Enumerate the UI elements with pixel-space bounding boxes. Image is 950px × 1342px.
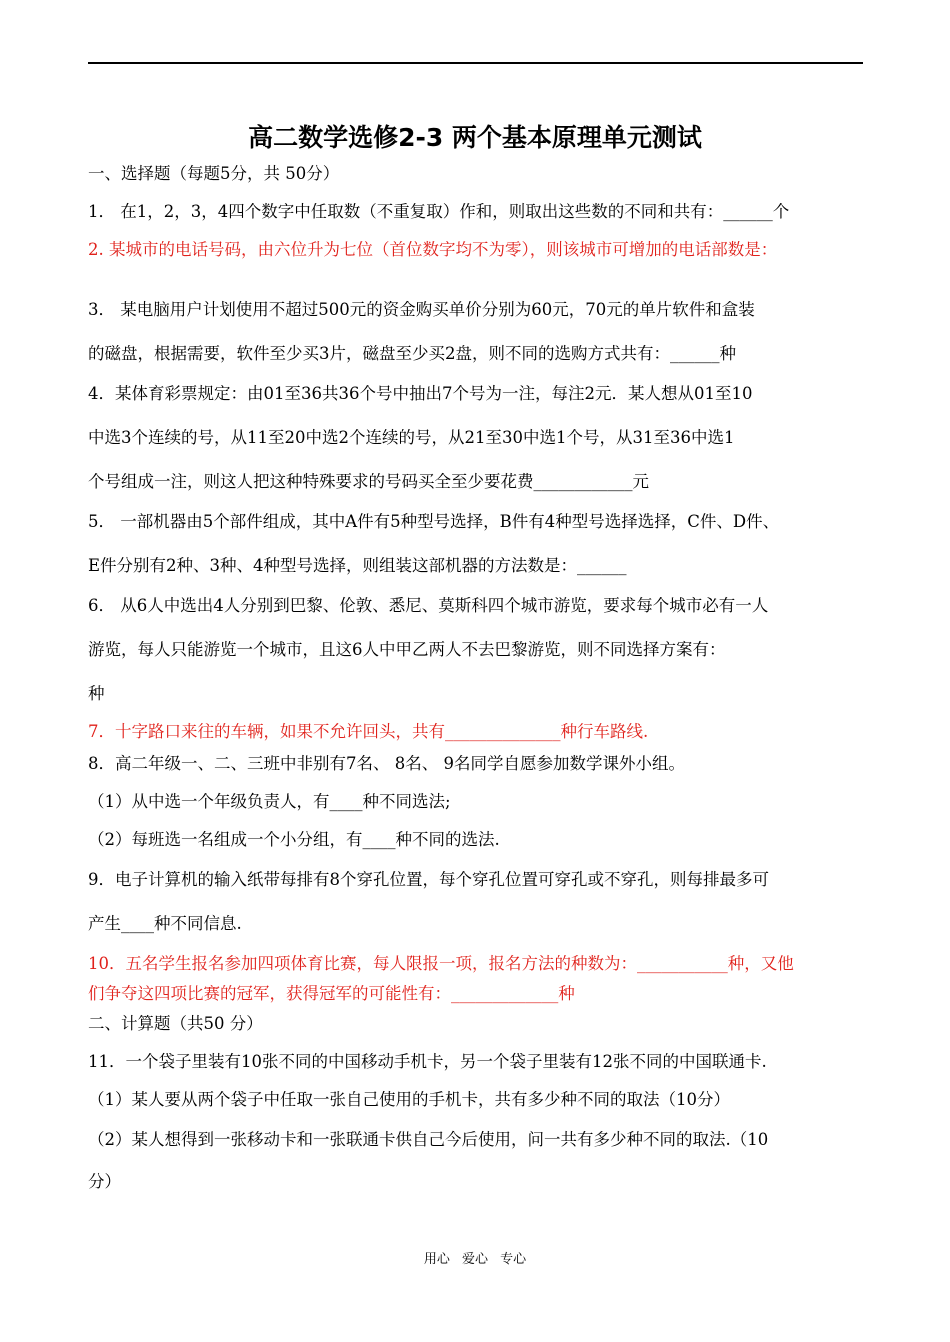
document-line: 10．五名学生报名参加四项体育比赛，每人限报一项，报名方法的种数为：___________种，又他 [88,954,794,973]
document-line: 产生____种不同信息. [88,914,242,933]
document-line: 8．高二年级一、二、三班中非别有7名、 8名、 9名同学自愿参加数学课外小组。 [88,754,685,773]
document-line: 分） [88,1172,121,1191]
footer-word: 爱心 [461,1252,488,1267]
document-line: （2）每班选一名组成一个小分组，有____种不同的选法. [88,830,500,849]
document-line: 4．某体育彩票规定：由01至36共36个号中抽出7个号为一注，每注2元．某人想从01至10 [88,384,753,403]
document-line: 的磁盘，根据需要，软件至少买3片，磁盘至少买2盘，则不同的选购方式共有：______种 [88,344,736,363]
document-line: 5． 一部机器由5个部件组成，其中A件有5种型号选择，B件有4种型号选择选择，C件、D件、 [88,512,780,531]
document-line: 9．电子计算机的输入纸带每排有8个穿孔位置，每个穿孔位置可穿孔或不穿孔，则每排最多可 [88,870,769,889]
document-line: 游览，每人只能游览一个城市，且这6人中甲乙两人不去巴黎游览，则不同选择方案有： [88,640,726,659]
document-line: 个号组成一注，则这人把这种特殊要求的号码买全至少要花费____________元 [88,472,649,491]
document-line: 6． 从6人中选出4人分别到巴黎、伦敦、悉尼、莫斯科四个城市游览，要求每个城市必有一人 [88,596,769,615]
document-line: 种 [88,684,105,703]
page-title: 高二数学选修2-3 两个基本原理单元测试 [248,123,702,152]
footer-word: 专心 [500,1252,527,1267]
header-rule [88,62,863,64]
document-line: 3． 某电脑用户计划使用不超过500元的资金购买单价分别为60元，70元的单片软件和盒装 [88,300,755,319]
document-line: （1）某人要从两个袋子中任取一张自己使用的手机卡，共有多少种不同的取法（10分） [88,1090,730,1109]
document-line: 们争夺这四项比赛的冠军，获得冠军的可能性有：_____________种 [88,984,575,1003]
document-line: （1）从中选一个年级负责人，有____种不同选法; [88,792,451,811]
document-line: 1． 在1，2，3，4四个数字中任取数（不重复取）作和，则取出这些数的不同和共有：______个 [88,202,790,221]
document-line: 11．一个袋子里装有10张不同的中国移动手机卡，另一个袋子里装有12张不同的中国联通卡. [88,1052,767,1071]
document-line: （2）某人想得到一张移动卡和一张联通卡供自己今后使用，问一共有多少种不同的取法.（10 [88,1130,769,1149]
document-line: E件分别有2种、3种、4种型号选择，则组装这部机器的方法数是：______ [88,556,627,575]
footer-word: 用心 [423,1252,450,1267]
document-line: 中选3个连续的号，从11至20中选2个连续的号，从21至30中选1个号，从31至36中选1 [88,428,735,447]
document-line: 一、选择题（每题5分，共 50分） [88,164,340,183]
document-line: 二、计算题（共50 分） [88,1014,263,1033]
document-line: 7．十字路口来往的车辆，如果不允许回头，共有______________种行车路线. [88,722,649,741]
document-line: 2. 某城市的电话号码，由六位升为七位（首位数字均不为零），则该城市可增加的电话部数是： [88,240,778,259]
page-footer [0,1248,950,1267]
